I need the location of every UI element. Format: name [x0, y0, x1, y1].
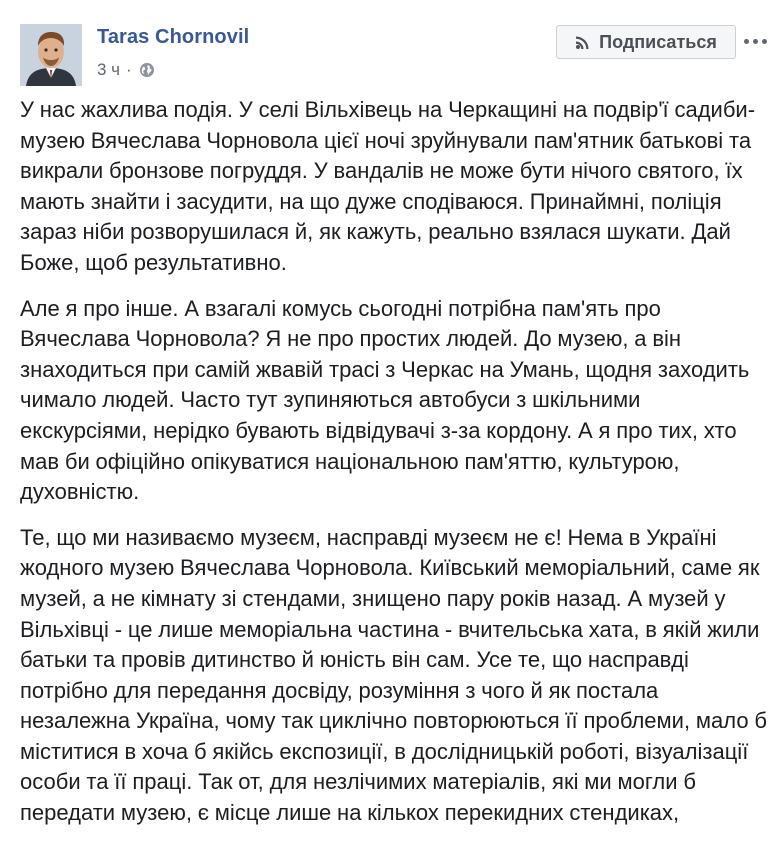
- meta-separator: ·: [126, 60, 132, 79]
- author-avatar[interactable]: [20, 24, 82, 86]
- more-dot: [753, 39, 758, 44]
- follow-button-label: Подписаться: [599, 31, 717, 52]
- more-dot: [744, 39, 749, 44]
- rss-icon: [575, 34, 591, 50]
- more-options-icon[interactable]: [740, 28, 770, 54]
- post-timestamp[interactable]: 3 ч: [97, 60, 121, 79]
- globe-icon[interactable]: [139, 62, 155, 78]
- more-dot: [762, 39, 767, 44]
- post-header: [20, 20, 760, 90]
- post-paragraph: У нас жахлива подія. У селі Вільхівець на Черкащині на подвір'ї садиби-музею Вячеслава Чорновола цієї ночі зруйнували пам'ятник батькові та викрали бронзове погруддя. У вандалів не може бути нічого святого, їх мають знайти і засудити, на що дуже сподіваюся. Принаймні, поліція зараз ніби розворушилася й, як кажуть, реально взялася шукати. Дай Боже, щоб результативно.: [20, 97, 756, 275]
- post-meta: [97, 60, 155, 80]
- follow-button[interactable]: [556, 25, 736, 59]
- post-paragraph: Те, що ми називаємо музеєм, насправді музеєм не є! Нема в Україні жодного музею Вячеслава Чорновола. Київський меморіальний, саме як музей, а не кімнату зі стендами, знищено пару років назад. А музей у Вільхівці - це лише меморіальна частина - вчительська хата, в якій жили батьки та провів дитинство й юність він сам. Усе те, що насправді потрібно для передання досвіду, розуміння з чого й як постала незалежна Україна, чому так циклічно повторюються її проблеми, мало б міститися в хоча б якійсь експозиції, в дослідницькій роботі, візуалізації особи та її праці. Так от, для незлічимих матеріалів, які ми могли б передати музею, є місце лише на кількох перекидних стендиках,: [20, 524, 767, 826]
- post-body: [20, 95, 772, 844]
- post-paragraph: Але я про інше. А взагалі комусь сьогодні потрібна пам'ять про Вячеслава Чорновола? Я не про простих людей. До музею, а він знаходиться при самій жвавій трасі з Черкас на Умань, щодня заходить чимало людей. Часто тут зупиняються автобуси з шкільними екскурсіями, нерідко бувають відвідувачі з-за кордону. А я про тих, хто мав би офіційно опікуватися національною пам'яттю, культурою, духовністю.: [20, 295, 750, 505]
- avatar-image: [20, 24, 82, 86]
- author-name[interactable]: Taras Chornovil: [97, 26, 250, 48]
